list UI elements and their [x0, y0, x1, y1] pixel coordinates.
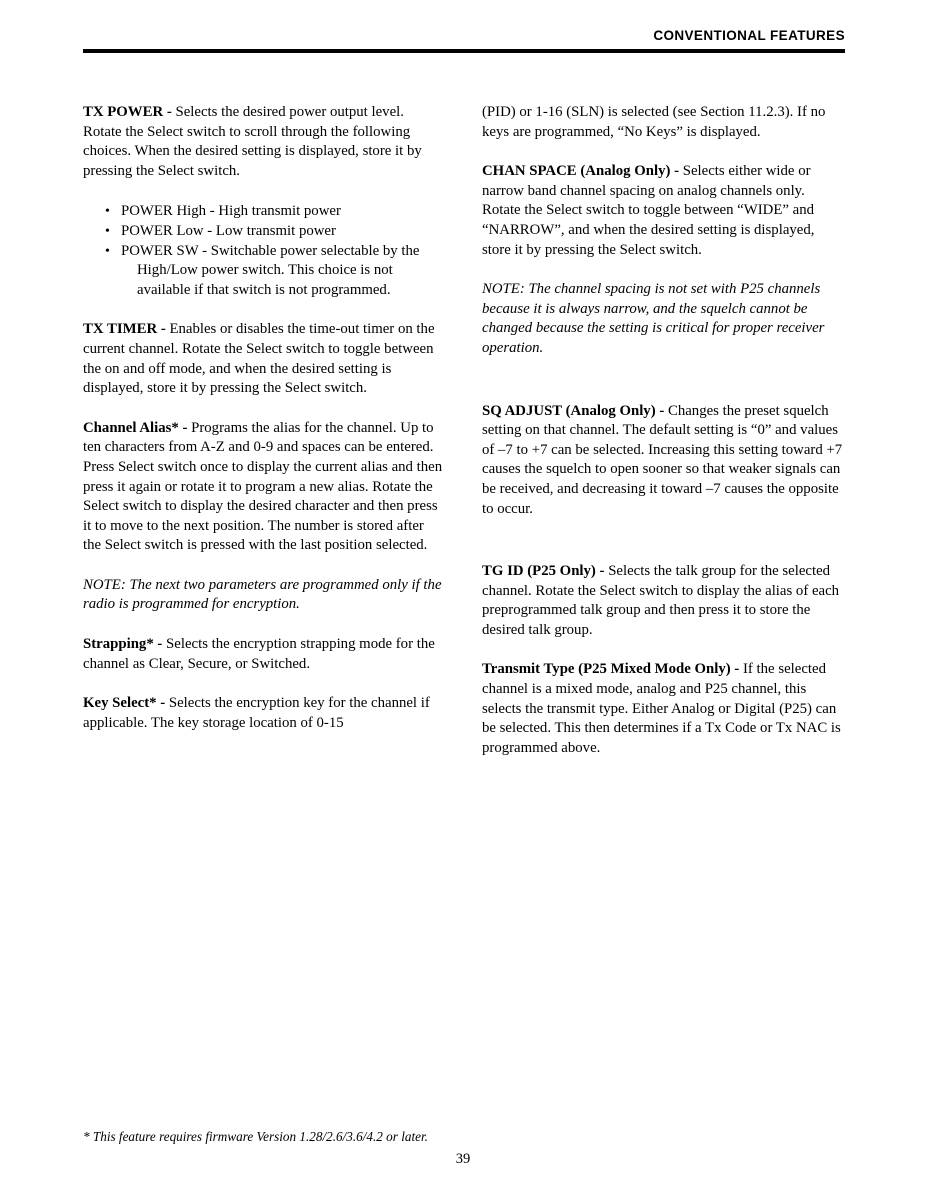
para-sq-adjust-text: Changes the preset squelch setting on that channel. The default setting is “0” and values of –7 to +7 can be selected. Increasing this setting toward +7 causes the squelch to open sooner so that weaker signals can be received, and decreasing it toward –7 causes the opposite to occur. — [482, 402, 843, 517]
list-item-text: POWER Low - Low transmit power — [121, 222, 336, 239]
bullet-icon: • — [105, 223, 110, 239]
term-chan-space: CHAN SPACE (Analog Only) - — [482, 163, 683, 180]
term-channel-alias: Channel Alias* - — [83, 419, 192, 436]
page-header — [83, 28, 845, 53]
para-chan-space — [482, 162, 845, 260]
bullet-icon: • — [105, 243, 110, 259]
list-item-text: POWER SW - Switchable power selectable by the High/Low power switch. This choice is not available if that switch is not programmed. — [121, 242, 420, 298]
para-channel-alias-text: Programs the alias for the channel. Up to ten characters from A-Z and 0-9 and spaces can be entered. Press Select switch once to display the current alias and then press it again or rotate it to program a new alias. Rotate the Select switch to display the desired character and then press it to move to the next position. The number is stored after the Select switch is pressed with the last position selected. — [83, 419, 443, 554]
para-tg-id-text: Selects the talk group for the selected channel. Rotate the Select switch to display the alias of each preprogrammed talk group and then press it to store the desired talk group. — [482, 563, 840, 638]
para-tx-timer-text: Enables or disables the time-out timer on the current channel. Rotate the Select switch to toggle between the on and off mode, and when the desired setting is displayed, store it by pressing the Select switch. — [83, 321, 435, 397]
page-number: 39 — [455, 1151, 471, 1167]
note-p25-spacing: NOTE: The channel spacing is not set with P25 channels because it is always narrow, and the squelch cannot be changed because the setting is critical for proper receiver operation. — [482, 281, 825, 356]
para-channel-alias — [83, 419, 445, 556]
para-tx-timer — [83, 320, 445, 398]
term-transmit-type: Transmit Type (P25 Mixed Mode Only) - — [482, 661, 743, 678]
footnote: * This feature requires firmware Version 1.28/2.6/3.6/4.2 or later. — [83, 1129, 428, 1144]
list-item-text: POWER High - High transmit power — [121, 203, 341, 220]
para-key-select-continuation: (PID) or 1-16 (SLN) is selected (see Section 11.2.3). If no keys are programmed, “No Keys” is displayed. — [482, 104, 826, 140]
para-sq-adjust — [482, 402, 845, 520]
para-key-select-text: Selects the encryption key for the channel if applicable. The key storage location of 0-15 — [83, 695, 430, 731]
para-tg-id — [482, 562, 845, 640]
para-chan-space-text: Selects either wide or narrow band channel spacing on analog channels only. Rotate the Select switch to toggle between “WIDE” and “NARROW”, and when the desired setting is displayed, store it by pressing the Select switch. — [482, 163, 815, 258]
page-title: CONVENTIONAL FEATURES — [653, 28, 845, 43]
term-strapping: Strapping* - — [83, 636, 167, 653]
para-key-select — [83, 694, 445, 733]
right-column — [482, 103, 845, 758]
list-item — [105, 202, 445, 222]
power-options-list — [83, 202, 445, 300]
left-column — [83, 103, 445, 758]
content-columns — [83, 103, 845, 758]
term-key-select: Key Select* - — [83, 695, 169, 712]
bullet-icon: • — [105, 204, 110, 220]
term-sq-adjust: SQ ADJUST (Analog Only) - — [482, 402, 668, 419]
para-tx-power-text: Selects the desired power output level. Rotate the Select switch to scroll through the following choices. When the desired setting is displayed, store it by pressing the Select switch. — [83, 104, 422, 179]
para-transmit-type-text: If the selected channel is a mixed mode, analog and P25 channel, this selects the transmit type. Either Analog or Digital (P25) can be selected. This then determines if a Tx Code or Tx NAC is programmed above. — [482, 661, 841, 756]
list-item — [105, 242, 445, 301]
term-tx-power: TX POWER - — [83, 104, 176, 120]
header-rule — [83, 49, 845, 53]
para-tx-power — [83, 103, 445, 181]
para-strapping — [83, 635, 445, 674]
list-item — [105, 222, 445, 242]
para-strapping-text: Selects the encryption strapping mode for the channel as Clear, Secure, or Switched. — [83, 636, 435, 672]
para-transmit-type — [482, 660, 845, 758]
term-tg-id: TG ID (P25 Only) - — [482, 563, 609, 580]
term-tx-timer: TX TIMER - — [83, 321, 170, 338]
note-encryption: NOTE: The next two parameters are programmed only if the radio is programmed for encryption. — [83, 576, 442, 613]
